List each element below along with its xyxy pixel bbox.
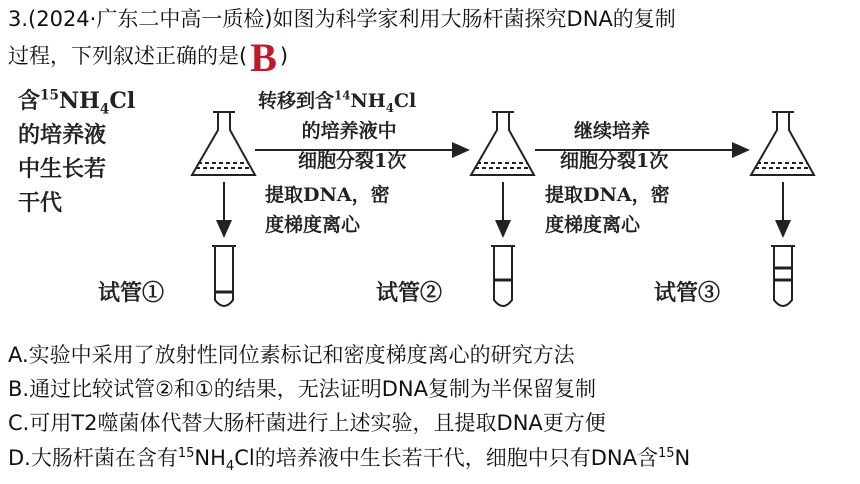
initial-condition-line-4: 干代 bbox=[18, 190, 63, 216]
ic-post: Cl bbox=[109, 88, 136, 114]
tr-sup: 14 bbox=[334, 88, 351, 103]
opt-d-mid1: NH bbox=[194, 446, 226, 470]
opt-d-sub: 4 bbox=[225, 459, 235, 475]
continue-line-2: 细胞分裂1次 bbox=[560, 150, 669, 172]
question-text-2: 过程，下列叙述正确的是( bbox=[8, 44, 248, 68]
option-c: C.可用T2噬菌体代替大肠杆菌进行上述实验，且提取DNA更方便 bbox=[8, 411, 606, 435]
tube-label-3: 试管③ bbox=[654, 280, 721, 306]
test-tube-2-icon bbox=[491, 246, 515, 306]
tube-label-1: 试管① bbox=[98, 280, 165, 306]
tr-pre: 转移到含 bbox=[258, 90, 335, 112]
question-close-paren: ) bbox=[279, 44, 289, 68]
ic-mid: NH bbox=[58, 88, 100, 114]
question-text-1: 3.(2024·广东二中高一质检)如图为科学家利用大肠杆菌探究DNA的复制 bbox=[8, 7, 676, 31]
option-d bbox=[8, 443, 690, 473]
opt-d-pre: D.大肠杆菌在含有 bbox=[8, 446, 178, 470]
opt-d-post: N bbox=[674, 446, 691, 470]
opt-d-sup2: 15 bbox=[657, 446, 675, 461]
transfer-line-2: 的培养液中 bbox=[301, 120, 397, 142]
ic-sup: 15 bbox=[40, 87, 59, 104]
tr-sub: 4 bbox=[385, 100, 394, 115]
extract-2-line-2: 度梯度离心 bbox=[545, 214, 641, 236]
extract-1-line-2: 度梯度离心 bbox=[265, 214, 361, 236]
flask-1-icon bbox=[192, 112, 255, 175]
tube-label-2: 试管② bbox=[376, 280, 443, 306]
ic-sub: 4 bbox=[99, 101, 110, 118]
option-a: A.实验中采用了放射性同位素标记和密度梯度离心的研究方法 bbox=[8, 343, 575, 367]
extract-1-line-1: 提取DNA，密 bbox=[265, 184, 390, 206]
answer-mark: B bbox=[250, 35, 277, 80]
extract-2-line-1: 提取DNA，密 bbox=[545, 184, 670, 206]
continue-line-1: 继续培养 bbox=[574, 120, 651, 142]
test-tube-3-icon bbox=[771, 246, 795, 306]
initial-condition-line-3: 中生长若 bbox=[18, 156, 107, 182]
opt-d-sup1: 15 bbox=[177, 446, 195, 461]
opt-d-mid2: Cl的培养液中生长若干代，细胞中只有DNA含 bbox=[234, 446, 658, 470]
test-tube-1-icon bbox=[212, 246, 236, 306]
option-b: B.通过比较试管②和①的结果，无法证明DNA复制为半保留复制 bbox=[8, 377, 596, 401]
tr-post: Cl bbox=[393, 90, 417, 112]
flask-3-icon bbox=[751, 112, 814, 175]
tr-mid: NH bbox=[350, 90, 386, 112]
ic-pre: 含 bbox=[18, 88, 41, 114]
flask-2-icon bbox=[471, 112, 534, 175]
initial-condition-line-2: 的培养液 bbox=[18, 122, 107, 148]
transfer-line-3: 细胞分裂1次 bbox=[298, 150, 407, 172]
